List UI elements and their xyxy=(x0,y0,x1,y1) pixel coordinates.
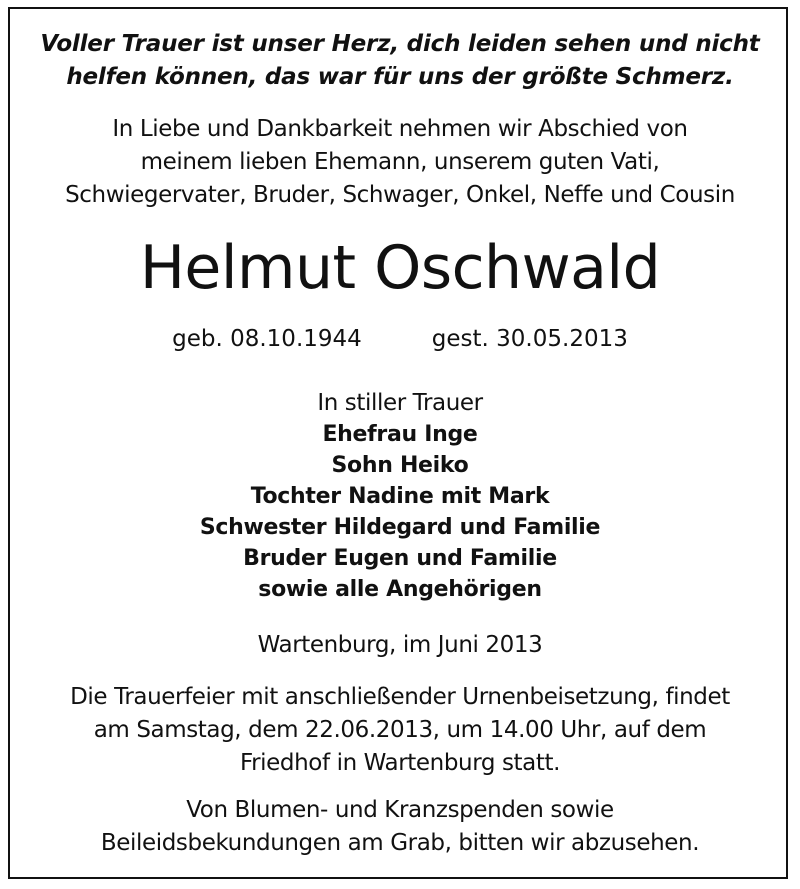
verse-line-1: Voller Trauer ist unser Herz, dich leiden sehen und nicht xyxy=(40,31,760,57)
deceased-name: Helmut Oschwald xyxy=(139,233,661,303)
intro-line-3: Schwiegervater, Bruder, Schwager, Onkel, Neffe und Cousin xyxy=(65,182,735,208)
intro-line-1: In Liebe und Dankbarkeit nehmen wir Abschied von xyxy=(112,116,688,142)
place-date: Wartenburg, im Juni 2013 xyxy=(257,632,543,658)
mourner-2: Sohn Heiko xyxy=(331,453,469,478)
mourner-4: Schwester Hildegard und Familie xyxy=(199,515,601,540)
mourner-1: Ehefrau Inge xyxy=(322,422,478,447)
death-date: gest. 30.05.2013 xyxy=(431,326,628,352)
birth-date: geb. 08.10.1944 xyxy=(172,326,362,352)
mourner-6: sowie alle Angehörigen xyxy=(258,577,542,602)
verse-line-2: helfen können, das war für uns der größte Schmerz. xyxy=(66,64,734,90)
request-line-2: Beileidsbekundungen am Grab, bitten wir abzusehen. xyxy=(100,830,700,856)
mourner-3: Tochter Nadine mit Mark xyxy=(250,484,550,509)
mourning-intro: In stiller Trauer xyxy=(317,390,483,416)
funeral-info-line-3: Friedhof in Wartenburg statt. xyxy=(239,750,561,776)
funeral-info-line-2: am Samstag, dem 22.06.2013, um 14.00 Uhr, auf dem xyxy=(93,717,707,743)
mourner-5: Bruder Eugen und Familie xyxy=(243,546,557,571)
request-line-1: Von Blumen- und Kranzspenden sowie xyxy=(186,797,614,823)
life-dates xyxy=(10,328,790,351)
funeral-info-line-1: Die Trauerfeier mit anschließender Urnenbeisetzung, findet xyxy=(70,684,730,710)
intro-line-2: meinem lieben Ehemann, unserem guten Vati, xyxy=(140,149,660,175)
